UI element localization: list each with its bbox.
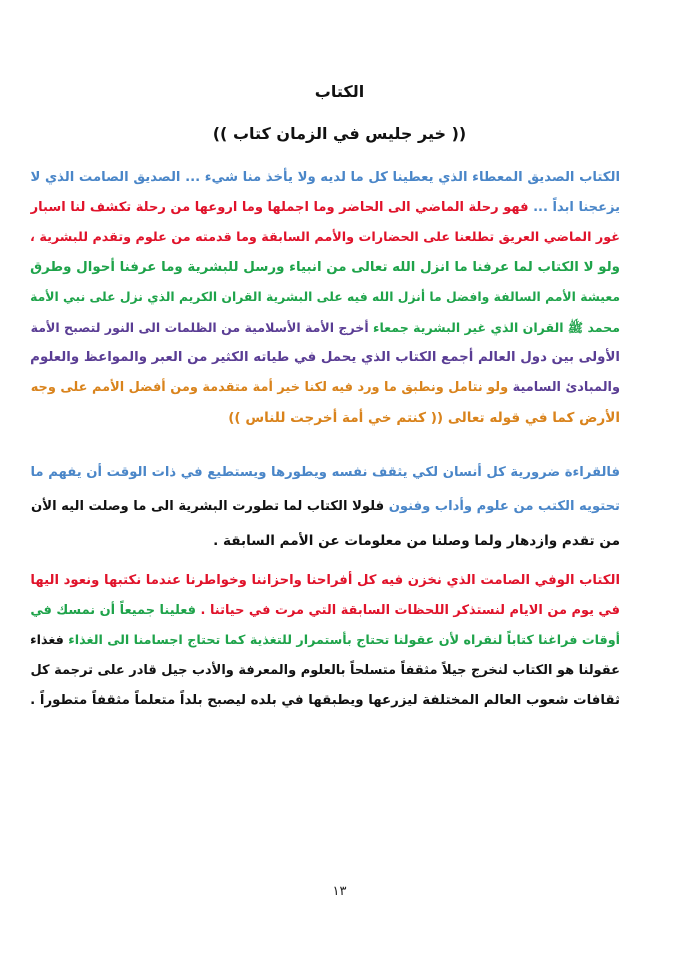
- text-segment: تحتويه الكتب من علوم وأداب وفنون: [384, 499, 620, 514]
- text-segment: ولو نتامل ونطبق ما ورد فيه لكنا خير أمة متقدمة ومن أفضل الأمم على وجه: [30, 380, 509, 395]
- text-line: [31, 170, 620, 185]
- text-segment: فغذاء: [30, 633, 64, 648]
- text-segment: محمد ﷺ القران الذي غير البشرية جمعاء: [368, 320, 620, 335]
- text-line: [30, 693, 620, 708]
- text-segment: أوقات فراغنا كتاباً لنقراه لأن عقولنا تحتاج بأستمرار للتغذية كما تحتاج اجسامنا الى الغذاء: [63, 633, 620, 648]
- text-line: [31, 499, 620, 514]
- text-segment: يزعجنا ابداً ...: [528, 200, 620, 215]
- paragraph-3: [30, 573, 620, 723]
- text-line: [30, 573, 620, 588]
- page-subtitle: (( خير جليس في الزمان كتاب )): [212, 124, 467, 143]
- text-line: [30, 633, 620, 648]
- text-line: [30, 465, 620, 480]
- text-segment: فالقراءة ضرورية كل أنسان لكي يثقف نفسه ويطورها ويستطيع في ذات الوقت أن يفهم ما: [30, 465, 620, 480]
- text-line: [30, 260, 620, 275]
- page-number: ١٣: [332, 884, 347, 899]
- text-segment: والمبادئ السامية: [508, 380, 620, 395]
- text-segment: غور الماضي العريق تطلعنا على الحضارات والأمم السابقة وما قدمته من علوم وتقدم للبشرية ،: [30, 230, 620, 245]
- text-segment: الكتاب الوفي الصامت الذي نخزن فيه كل أفراحنا واحزاننا وخواطرنا عندما نكتبها ونعود اليها: [30, 573, 620, 588]
- text-line: [30, 603, 620, 618]
- text-segment: فهو رحلة الماضي الى الحاضر وما اجملها وما اروعها من رحلة تكشف لنا اسبار: [30, 200, 529, 215]
- paragraph-2: [30, 465, 620, 567]
- text-line: [31, 200, 620, 215]
- text-line: [228, 410, 620, 426]
- text-line: [30, 290, 620, 304]
- text-line: [30, 350, 620, 365]
- text-line: [30, 663, 620, 678]
- text-segment: عقولنا هو الكتاب لنخرج جيلاً مثقفاً متسلحاً بالعلوم والمعرفة والأدب جيل قادر على ترجمة كل: [30, 663, 620, 678]
- text-segment: ثقافات شعوب العالم المختلفة ليزرعها ويطبقها في بلده ليصبح بلداً متعلماً مثقفاً متطوراً .: [30, 693, 620, 708]
- text-segment: ولو لا الكتاب لما عرفنا ما انزل الله تعالى من انبياء ورسل للبشرية وما عرفنا أحوال وطرق: [30, 260, 620, 275]
- text-segment: أخرج الأمة الأسلامية من الظلمات الى النور لتصبح الأمة: [30, 320, 369, 335]
- text-line: [30, 230, 620, 245]
- text-segment: الأولى بين دول العالم أجمع الكتاب الذي يحمل في طياته الكثير من العبر والمواعظ والعلوم: [30, 350, 620, 365]
- text-segment: من تقدم وازدهار ولما وصلنا من معلومات عن الأمم السابقة .: [213, 533, 620, 549]
- text-segment: في يوم من الايام لنستذكر اللحظات السابقة التي مرت في حياتنا .: [196, 603, 620, 618]
- paragraph-1: [30, 170, 620, 440]
- text-segment: فلولا الكتاب لما تطورت البشرية الى ما وصلت اليه الأن: [31, 499, 385, 514]
- text-line: [31, 320, 620, 339]
- text-segment: فعلينا جميعاً أن نمسك في: [30, 603, 197, 618]
- text-segment: الكتاب الصديق المعطاء الذي يعطينا كل ما لديه ولا يأخذ منا شيء ... الصديق الصامت الذي لا: [30, 170, 620, 185]
- text-line: [213, 533, 620, 549]
- text-line: [31, 380, 620, 395]
- page-title: الكتاب: [314, 82, 365, 101]
- text-segment: الأرض كما في قوله تعالى (( كنتم خي أمة أخرجت للناس )): [228, 410, 620, 426]
- text-segment: معيشة الأمم السالفة وافضل ما أنزل الله فيه على البشرية القران الكريم الذي نزل على نبي الأمة: [30, 290, 620, 304]
